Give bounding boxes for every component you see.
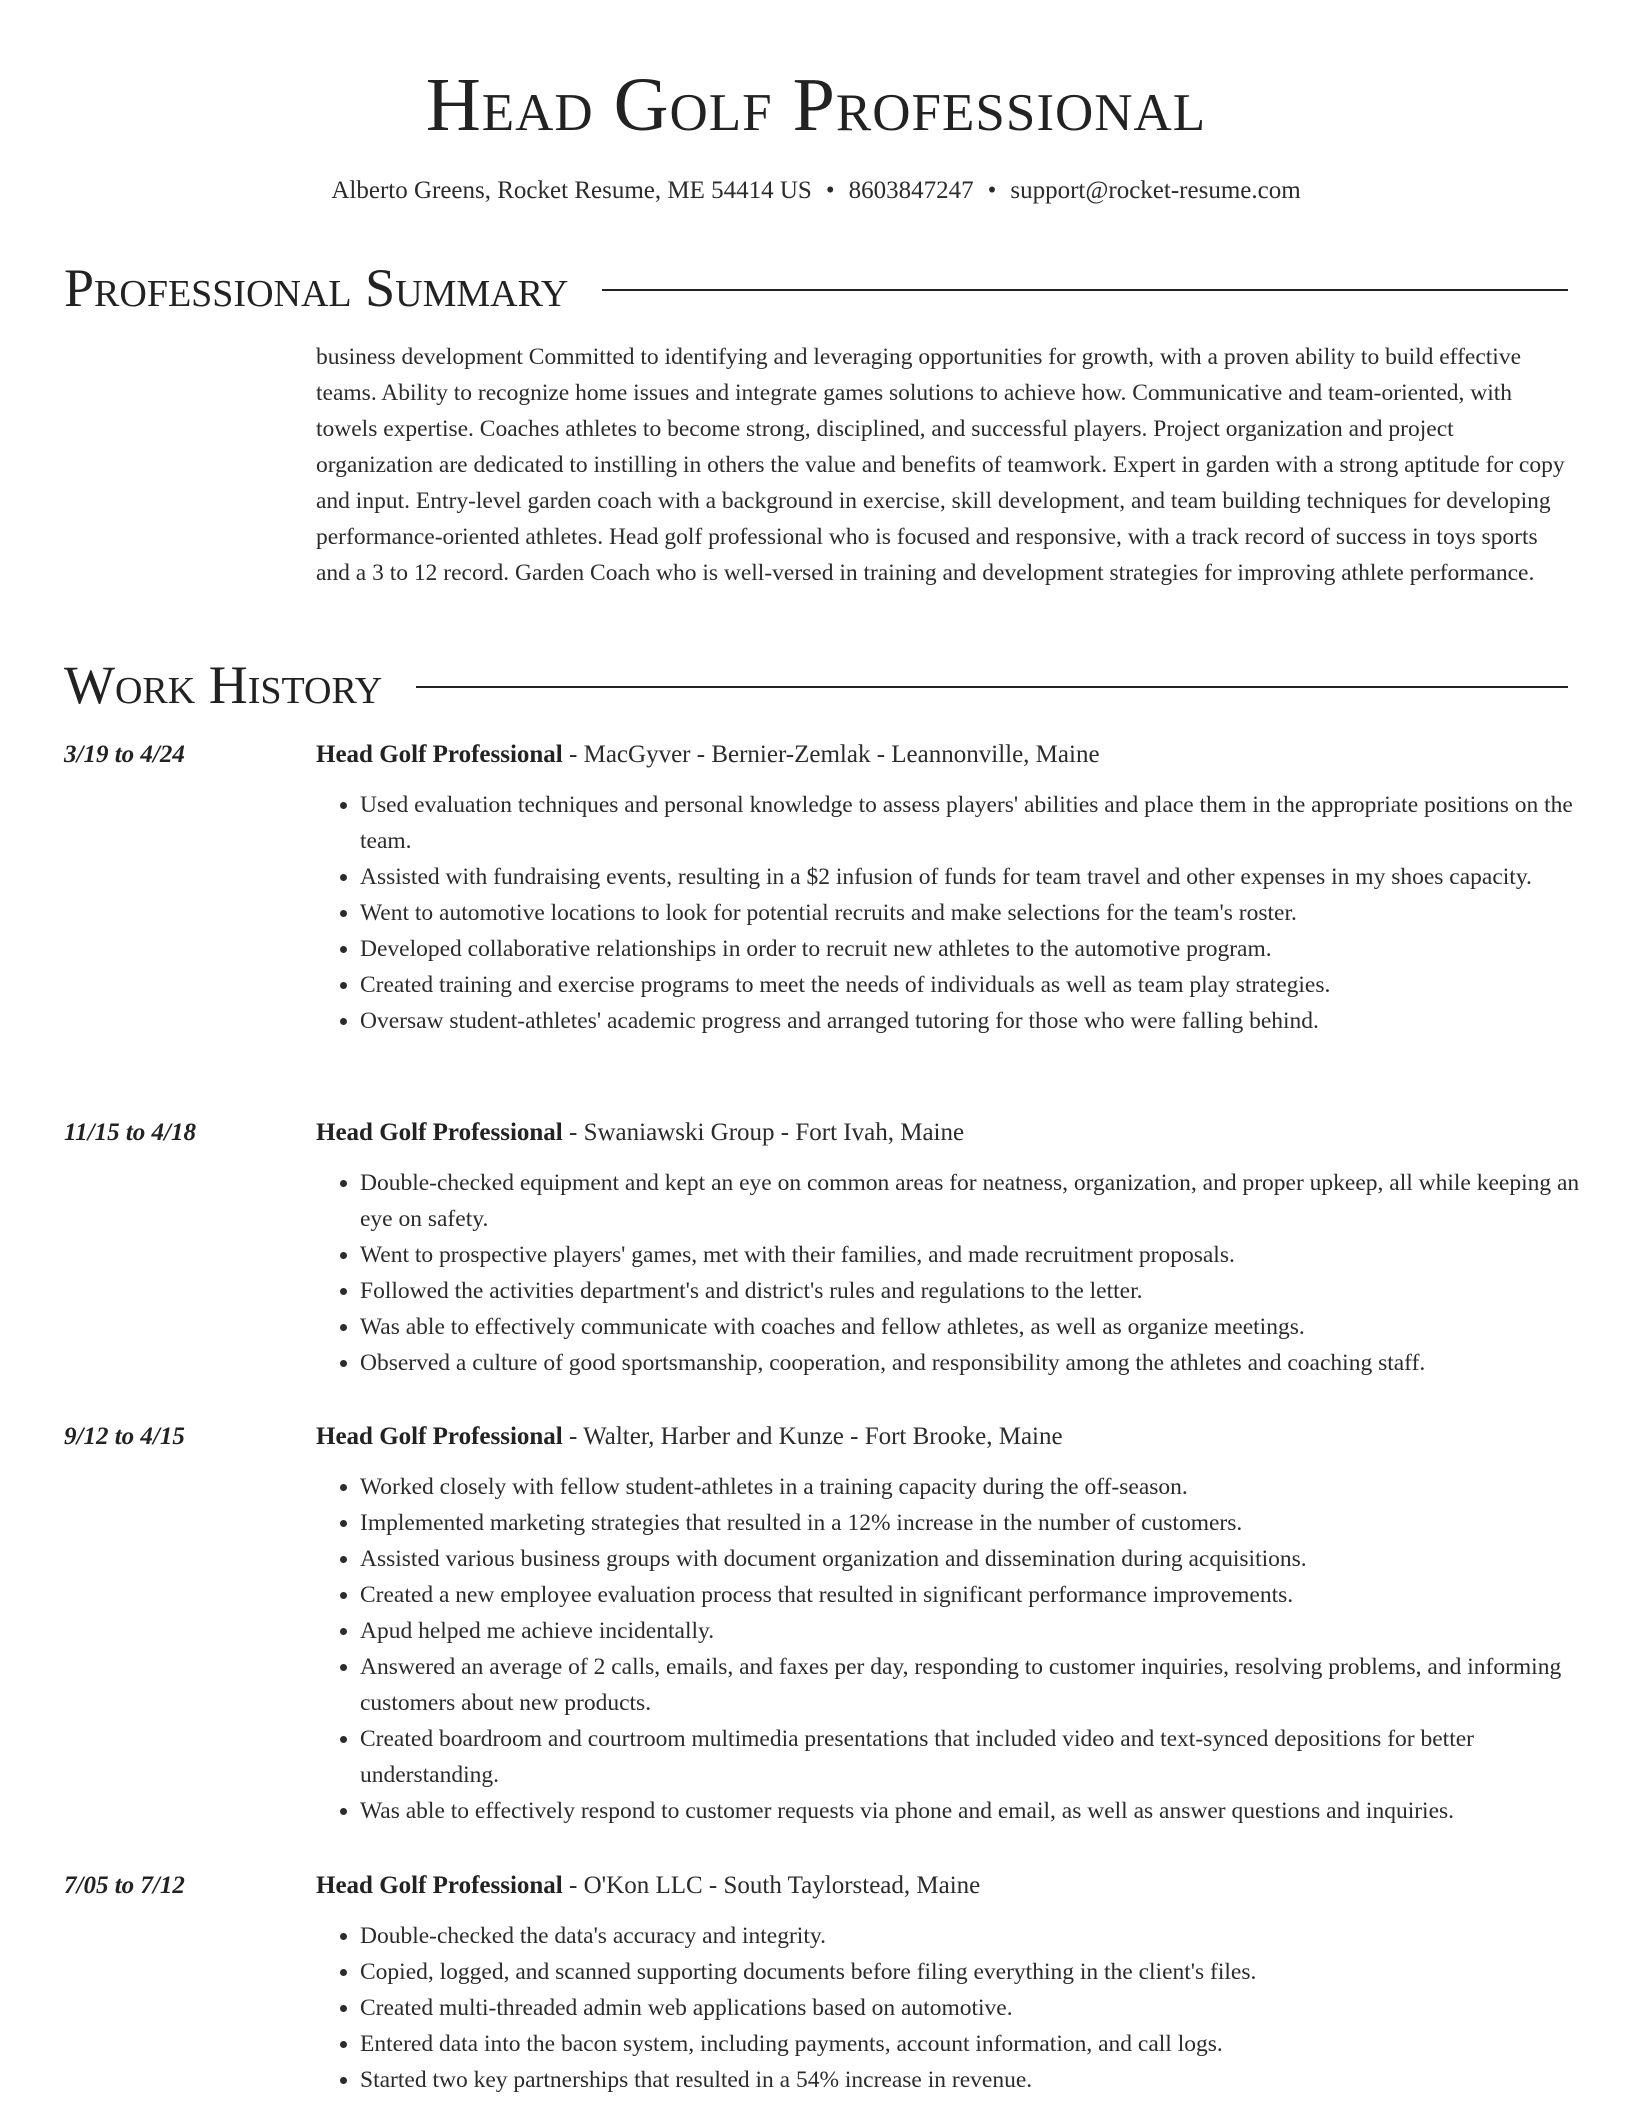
- summary-section-header: [64, 256, 1568, 320]
- job-dates: 9/12 to 4/15: [64, 1423, 185, 1450]
- job-bullet: • Went to prospective players' games, met with their families, and made recruitment proposals.: [360, 1237, 1614, 1273]
- job-bullet-list: [316, 1165, 1614, 1381]
- job-heading: [316, 1868, 980, 1904]
- job-title: Head Golf Professional: [316, 1119, 563, 1146]
- job-bullet: • Copied, logged, and scanned supporting documents before filing everything in the client's files.: [360, 1954, 1614, 1990]
- job-bullet: • Started two key partnerships that resulted in a 54% increase in revenue.: [360, 2062, 1614, 2098]
- job-company-location: - MacGyver - Bernier-Zemlak - Leannonville, Maine: [562, 741, 1100, 768]
- job-bullet: • Double-checked the data's accuracy and integrity.: [360, 1918, 1614, 1954]
- job-heading: [316, 1115, 964, 1151]
- job-heading: [316, 1419, 1063, 1455]
- job-bullet: • Went to automotive locations to look for potential recruits and make selections for the team's roster.: [360, 895, 1614, 931]
- job-bullet-list: [316, 1918, 1614, 2098]
- job-bullet: • Used evaluation techniques and personal knowledge to assess players' abilities and place them in the appropriate positions on the team.: [360, 787, 1614, 859]
- work-section-title: Work History: [64, 655, 383, 715]
- job-bullet: • Assisted with fundraising events, resulting in a $2 infusion of funds for team travel and other expenses in my shoes capacity.: [360, 859, 1614, 895]
- job-bullet: • Assisted various business groups with document organization and dissemination during acquisitions.: [360, 1541, 1614, 1577]
- job-dates: 3/19 to 4/24: [64, 741, 185, 768]
- job-bullet: • Created multi-threaded admin web applications based on automotive.: [360, 1990, 1614, 2026]
- contact-address: Alberto Greens, Rocket Resume, ME 54414 US: [331, 177, 812, 204]
- job-title: Head Golf Professional: [316, 741, 563, 768]
- job-bullet: • Double-checked equipment and kept an eye on common areas for neatness, organization, and proper upkeep, all while keeping an eye on safety.: [360, 1165, 1614, 1237]
- section-divider: [602, 289, 1568, 291]
- job-bullet: • Created boardroom and courtroom multimedia presentations that included video and text-synced depositions for better understanding.: [360, 1721, 1614, 1793]
- job-heading: [316, 737, 1100, 773]
- job-bullet: • Followed the activities department's and district's rules and regulations to the letter.: [360, 1273, 1614, 1309]
- job-bullet-list: [316, 787, 1614, 1039]
- job-bullet: • Implemented marketing strategies that resulted in a 12% increase in the number of customers.: [360, 1505, 1614, 1541]
- resume-name: Head Golf Professional: [425, 63, 1207, 147]
- job-bullet-list: [316, 1469, 1614, 1829]
- job-company-location: - O'Kon LLC - South Taylorstead, Maine: [562, 1872, 981, 1899]
- job-bullet: • Created a new employee evaluation process that resulted in significant performance improvements.: [360, 1577, 1614, 1613]
- job-dates: 11/15 to 4/18: [64, 1119, 196, 1146]
- summary-section-title: Professional Summary: [64, 258, 569, 318]
- contact-separator: •: [987, 177, 997, 204]
- job-bullet: • Was able to effectively respond to customer requests via phone and email, as well as answer questions and inquiries.: [360, 1793, 1614, 1829]
- job-bullet: • Created training and exercise programs to meet the needs of individuals as well as team play strategies.: [360, 967, 1614, 1003]
- job-bullet: • Observed a culture of good sportsmanship, cooperation, and responsibility among the athletes and coaching staff.: [360, 1345, 1614, 1381]
- job-company-location: - Swaniawski Group - Fort Ivah, Maine: [562, 1119, 965, 1146]
- section-divider: [416, 686, 1568, 688]
- job-bullet: • Oversaw student-athletes' academic progress and arranged tutoring for those who were falling behind.: [360, 1003, 1614, 1039]
- job-title: Head Golf Professional: [316, 1423, 563, 1450]
- contact-phone: 8603847247: [848, 177, 974, 204]
- job-bullet: • Worked closely with fellow student-athletes in a training capacity during the off-season.: [360, 1469, 1614, 1505]
- summary-text: business development Committed to identifying and leveraging opportunities for growth, with a proven ability to build effective teams. Ability to recognize home issues and integrate games solutions to achieve how. Communicative and team-oriented, with towels expertise. Coaches athletes to become strong, disciplined, and successful players. Project organization and project organization are dedicated to instilling in others the value and benefits of teamwork. Expert in garden with a strong aptitude for copy and input. Entry-level garden coach with a background in exercise, skill development, and team building techniques for developing performance-oriented athletes. Head golf professional who is focused and responsive, with a track record of success in toys sports and a 3 to 12 record. Garden Coach who is well-versed in training and development strategies for improving athlete performance.: [316, 344, 1565, 586]
- job-bullet: • Developed collaborative relationships in order to recruit new athletes to the automotive program.: [360, 931, 1614, 967]
- job-bullet: • Apud helped me achieve incidentally.: [360, 1613, 1614, 1649]
- work-section-header: [64, 653, 1568, 717]
- job-title: Head Golf Professional: [316, 1872, 563, 1899]
- job-dates: 7/05 to 7/12: [64, 1872, 185, 1899]
- job-bullet: • Entered data into the bacon system, including payments, account information, and call logs.: [360, 2026, 1614, 2062]
- contact-email: support@rocket-resume.com: [1010, 177, 1301, 204]
- job-bullet: • Answered an average of 2 calls, emails, and faxes per day, responding to customer inquiries, resolving problems, and informing customers about new products.: [360, 1649, 1614, 1721]
- contact-separator: •: [825, 177, 835, 204]
- job-company-location: - Walter, Harber and Kunze - Fort Brooke, Maine: [562, 1423, 1063, 1450]
- job-bullet: • Was able to effectively communicate with coaches and fellow athletes, as well as organize meetings.: [360, 1309, 1614, 1345]
- contact-line: [0, 174, 1632, 208]
